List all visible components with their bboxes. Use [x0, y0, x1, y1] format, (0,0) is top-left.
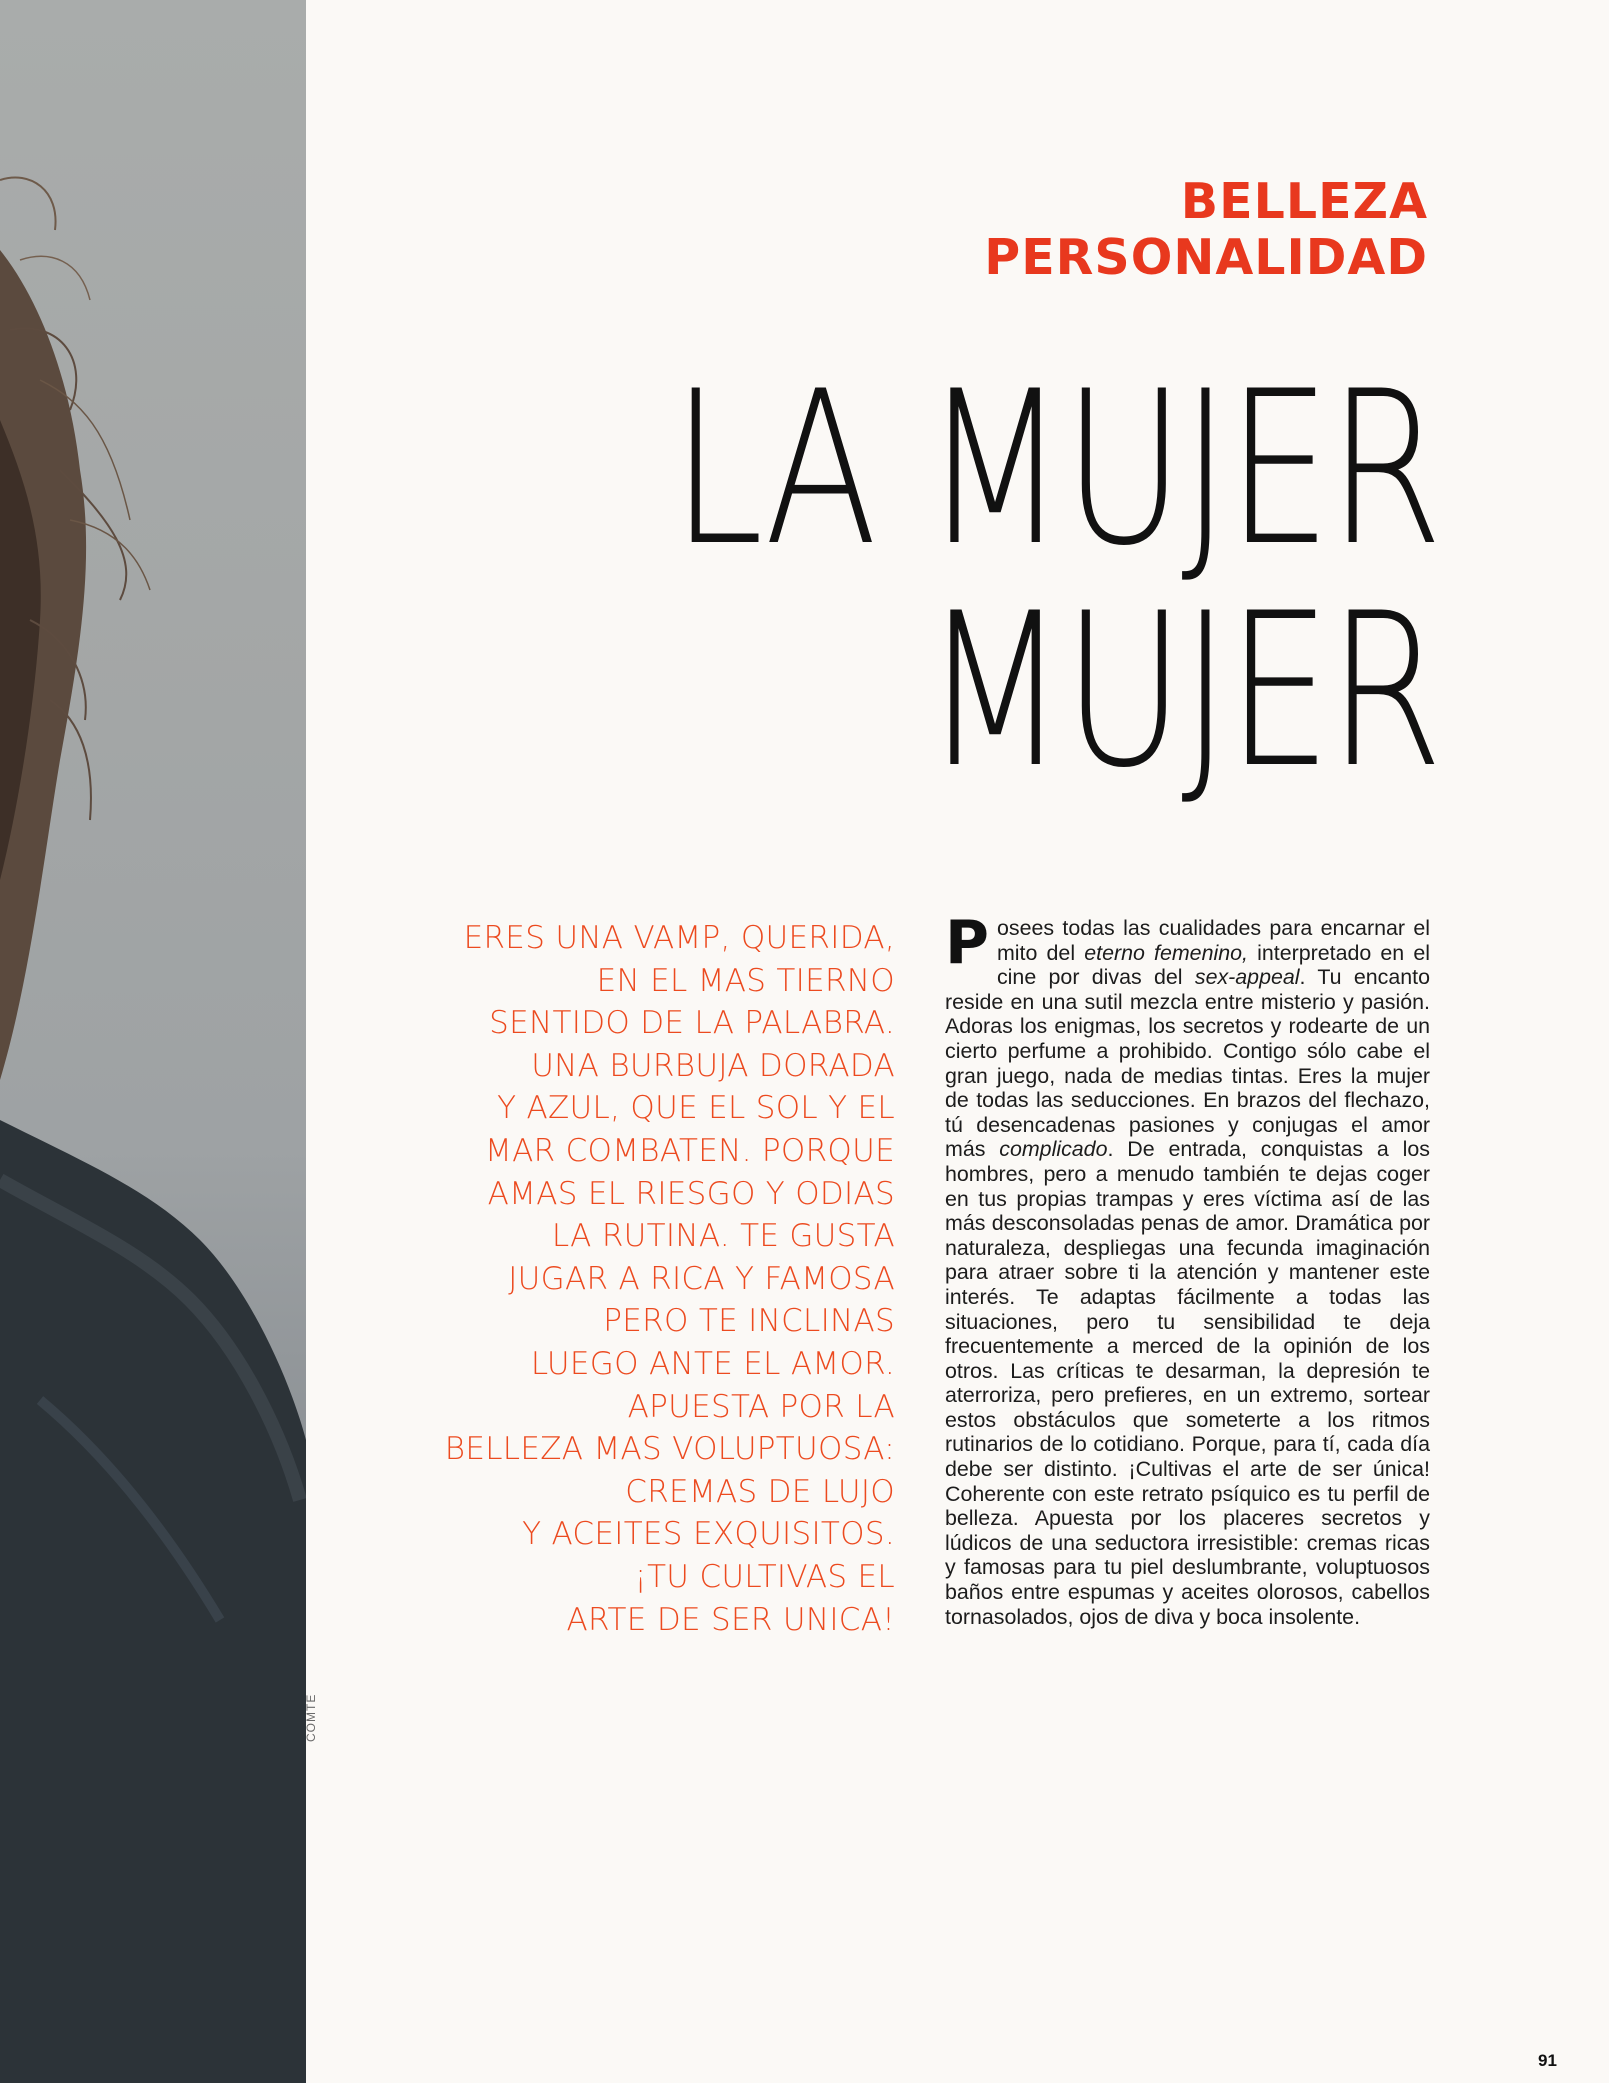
standfirst-line: MAR COMBATEN. PORQUE — [485, 1132, 895, 1169]
standfirst-line: Y AZUL, QUE EL SOL Y EL — [497, 1090, 895, 1127]
standfirst-line: EN EL MAS TIERNO — [596, 962, 895, 999]
standfirst-line: SENTIDO DE LA PALABRA. — [489, 1005, 895, 1042]
photo-credit: COMTE — [304, 1693, 318, 1742]
cover-photo — [0, 0, 306, 2083]
standfirst-line: ARTE DE SER UNICA! — [566, 1601, 895, 1638]
drop-cap: P — [945, 908, 989, 978]
standfirst-line: CREMAS DE LUJO — [625, 1473, 895, 1510]
standfirst-line: APUESTA POR LA — [627, 1388, 895, 1425]
article-body — [945, 908, 1430, 1629]
standfirst-line: JUGAR A RICA Y FAMOSA — [508, 1260, 895, 1297]
body-italic-segment: sex-appeal — [1194, 965, 1300, 990]
section-label-line2: PERSONALIDAD — [984, 229, 1428, 286]
article-title — [660, 345, 1440, 814]
body-text-segment: interpretado en el cine por divas del — [996, 940, 1430, 990]
standfirst — [420, 917, 895, 1641]
standfirst-line: ERES UNA VAMP, QUERIDA, — [463, 920, 895, 956]
body-text-segment: . De entrada, conquistas a los hombres, pero a menudo también te dejas coger en tus propias trampas y eres víctima así de las más desconsoladas penas de amor. Dramática por naturaleza, despliegas una fecunda imaginación para atraer sobre ti la atención y mantener este interés. Te adaptas fácilmente a todas las situaciones, pero tu sensibilidad te deja frecuentemente a merced de la opinión de los otros. Las críticas te desarman, la depresión te aterroriza, pero prefieres, en un extremo, sortear estos obstáculos que someterte a los ritmos rutinarios de lo cotidiano. Porque, para tí, cada día debe ser distinto. ¡Cultivas el arte de ser única! Coherente con este retrato psíquico es tu perfil de belleza. Apuesta por los placeres secretos y lúdicos de una seductora irresistible: cremas ricas y famosas para tu piel deslumbrante, voluptuosos baños entre espumas y aceites olorosos, cabellos tornasolados, ojos de diva y boca insolente. — [945, 1137, 1430, 1629]
standfirst-line: ¡TU CULTIVAS EL — [634, 1558, 895, 1595]
standfirst-line: BELLEZA MAS VOLUPTUOSA: — [444, 1431, 895, 1468]
page-number: 91 — [1538, 2051, 1557, 2070]
standfirst-line: AMAS EL RIESGO Y ODIAS — [487, 1175, 895, 1212]
standfirst-line: LUEGO ANTE EL AMOR. — [530, 1345, 895, 1382]
title-line2: MUJER — [923, 567, 1440, 814]
standfirst-line: PERO TE INCLINAS — [603, 1303, 895, 1340]
section-label — [828, 174, 1428, 286]
body-italic-segment: complicado — [999, 1137, 1108, 1162]
body-text-segment: osees todas las cualidades para encarnar el mito del — [996, 916, 1430, 965]
standfirst-line: Y ACEITES EXQUISITOS. — [522, 1516, 895, 1553]
standfirst-line: UNA BURBUJA DORADA — [531, 1047, 895, 1084]
body-italic-segment: eterno femenino, — [1084, 940, 1248, 965]
title-line1: LA MUJER — [671, 345, 1440, 592]
standfirst-line: LA RUTINA. TE GUSTA — [551, 1218, 895, 1255]
photo-illustration — [0, 0, 306, 2083]
body-text-segment: . Tu encanto reside en una sutil mezcla entre misterio y pasión. Adoras los enigmas, los secretos y rodearte de un cierto perfume a prohibido. Contigo sólo cabe el gran juego, nada de medias tintas. Eres la mujer de todas las seducciones. En brazos del flechazo, tú desencadenas pasiones y conjugas el amor más — [945, 965, 1430, 1162]
section-label-line1: BELLEZA — [1180, 173, 1428, 230]
